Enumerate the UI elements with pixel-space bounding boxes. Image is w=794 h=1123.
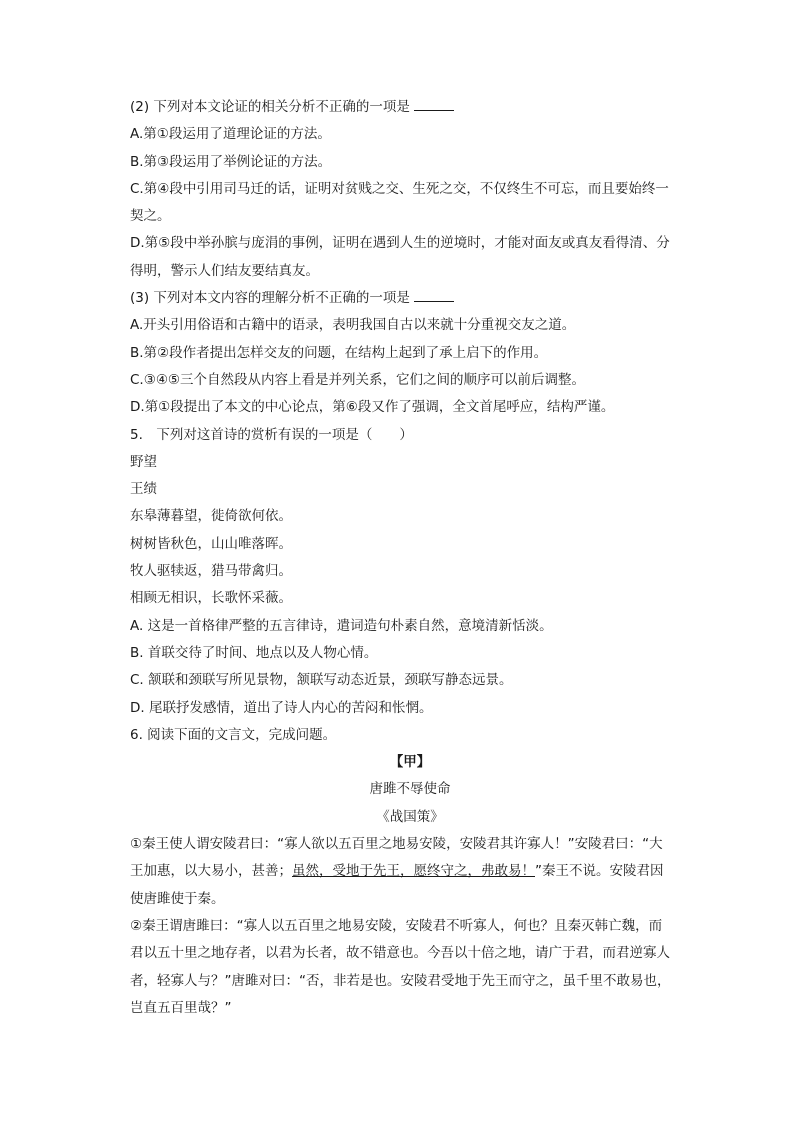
q5-option-a: A. 这是一首格律严整的五言律诗，遣词造句朴素自然，意境清新恬淡。 <box>130 617 553 634</box>
passage-paragraph-2-end: 岂直五百里哉？” <box>130 999 232 1016</box>
q5-option-d: D. 尾联抒发感情，道出了诗人内心的苦闷和怅惘。 <box>130 699 433 716</box>
q2-option-c-cont: 契之。 <box>130 208 171 225</box>
answer-blank <box>414 98 454 111</box>
passage-paragraph-1-end: 使唐雎使于秦。 <box>130 890 225 907</box>
q2-option-d-cont: 得明，警示人们结友要结真友。 <box>130 262 319 279</box>
question-6-stem: 6. 阅读下面的文言文，完成问题。 <box>130 726 337 743</box>
question-5-stem: 5. 下列对这首诗的赏析有误的一项是（ ） <box>130 426 413 443</box>
passage-paragraph-1: ①秦王使人谓安陵君曰：“寡人欲以五百里之地易安陵，安陵君其许寡人！”安陵君曰：“大 <box>130 836 663 853</box>
q3-option-d: D.第①段提出了本文的中心论点，第⑥段又作了强调，全文首尾呼应，结构严谨。 <box>130 399 615 416</box>
document-body <box>130 94 690 1022</box>
q2-option-d: D.第⑤段中举孙膑与庞涓的事例，证明在遇到人生的逆境时，才能对面友或真友看得清、分 <box>130 235 670 252</box>
question-2-text: (2) 下列对本文论证的相关分析不正确的一项是 <box>130 99 410 115</box>
q2-option-b: B.第③段运用了举例论证的方法。 <box>130 153 332 170</box>
q3-option-c: C.③④⑤三个自然段从内容上看是并列关系，它们之间的顺序可以前后调整。 <box>130 371 586 388</box>
poem-line: 树树皆秋色，山山唯落晖。 <box>130 535 292 552</box>
question-3-stem <box>130 285 690 312</box>
q5-option-c: C. 颔联和颈联写所见景物，颔联写动态近景，颈联写静态远景。 <box>130 672 513 689</box>
passage-paragraph-1-cont <box>130 858 690 885</box>
passage-paragraph-2: ②秦王谓唐雎曰：“寡人以五百里之地易安陵，安陵君不听寡人，何也？且秦灭韩亡魏，而 <box>130 917 663 934</box>
answer-blank <box>414 289 454 302</box>
passage-paragraph-2-cont: 君以五十里之地存者，以君为长者，故不错意也。今吾以十倍之地，请广于君，而君逆寡人 <box>130 945 670 962</box>
question-3-text: (3) 下列对本文内容的理解分析不正确的一项是 <box>130 290 410 307</box>
underlined-sentence: 虽然，受地于先王，愿终守之，弗敢易！ <box>292 863 535 880</box>
q5-option-b: B. 首联交待了时间、地点以及人物心情。 <box>130 644 378 661</box>
q2-option-a: A.第①段运用了道理论证的方法。 <box>130 126 331 143</box>
poem-title: 野望 <box>130 453 157 470</box>
passage-source: 《战国策》 <box>376 808 444 825</box>
passage-text: 王加惠，以大易小，甚善； <box>130 863 292 880</box>
poem-line: 相顾无相识，长歌怀采薇。 <box>130 590 292 607</box>
q3-option-b: B.第②段作者提出怎样交友的问题，在结构上起到了承上启下的作用。 <box>130 344 548 361</box>
q3-option-a: A.开头引用俗语和古籍中的语录，表明我国自古以来就十分重视交友之道。 <box>130 317 576 334</box>
passage-title: 唐雎不辱使命 <box>369 781 451 798</box>
poem-line: 东皋薄暮望，徙倚欲何依。 <box>130 508 292 525</box>
question-2-stem <box>130 94 690 121</box>
passage-text: ”秦王不说。安陵君因 <box>535 863 664 880</box>
q2-option-c: C.第④段中引用司马迁的话，证明对贫贱之交、生死之交，不仅终生不可忘，而且要始终一 <box>130 180 669 197</box>
passage-paragraph-2-cont: 者，轻寡人与？”唐雎对曰：“否，非若是也。安陵君受地于先王而守之，虽千里不敢易也， <box>130 972 671 989</box>
poem-author: 王绩 <box>130 481 157 498</box>
passage-label: 【甲】 <box>389 754 431 771</box>
poem-line: 牧人驱犊返，猎马带禽归。 <box>130 563 292 580</box>
